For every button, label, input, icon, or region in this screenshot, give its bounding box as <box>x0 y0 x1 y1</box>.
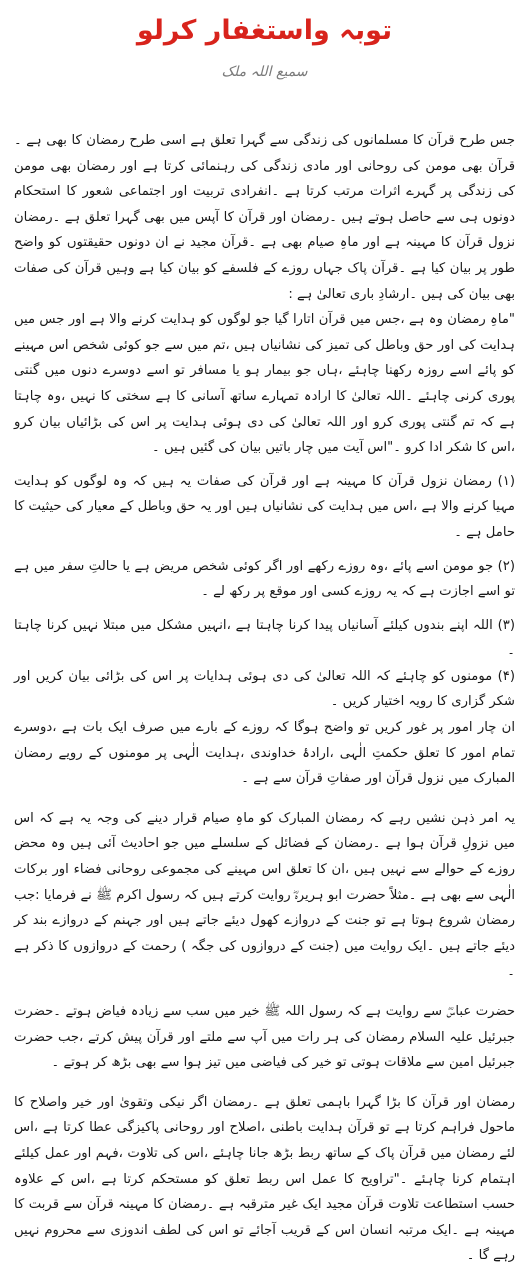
paragraph-point-2: (۲) جو مومن اسے پائے ،وہ روزے رکھے اور اگر کوئی شخص مریض ہے یا حالتِ سفر میں ہے تو اسے اجازت ہے کہ یہ روزے کسی اور موقع پر رکھ لے ۔ <box>14 558 515 600</box>
paragraph-four-matters: ان چار امور پر غور کریں تو واضح ہوگا کہ روزے کے بارے میں صرف ایک بات ہے ،دوسرے تمام امور کا تعلق حکمتِ الٰہی ،ارادۂ خداوندی ،ہدایت الٰہی پر مومنوں کے رویے رمضان المبارک میں نزول قرآن اور صفاتِ قرآن سے ہے ۔ <box>14 720 515 787</box>
paragraph-ramadan-virtues: یہ امر ذہن نشیں رہے کہ رمضان المبارک کو ماہِ صیام قرار دینے کی وجہ یہ ہے کہ اس میں نزولِ قرآن ہوا ہے ۔رمضان کے فضائل کے سلسلے میں جو احادیث آئی ہیں وہ محض روزے کے حوالے سے نہیں ہیں ،ان کا تعلق اس مہینے کی مجموعی روحانی فضاء اور برکات الٰہی سے بھی ہے ۔مثلاً حضرت ابو ہریرہؓ روایت کرتے ہیں کہ رسول اکرم ﷺ نے فرمایا :جب رمضان شروع ہوتا ہے تو جنت کے دروازے کھول دیئے جاتے ہیں اور جہنم کے دروازے بند کر دیئے جاتے ہیں ۔ایک روایت میں (جنت کے دروازوں کی جگہ ) رحمت کے دروازوں کا ذکر ہے ۔ <box>14 810 515 980</box>
paragraph-point-3: (۳) اللہ اپنے بندوں کیلئے آسانیاں پیدا کرنا چاہتا ہے ،انہیں مشکل میں مبتلا نہیں کرنا چاہتا ۔ <box>14 617 515 659</box>
paragraph-intro: جس طرح قرآن کا مسلمانوں کی زندگی سے گہرا تعلق ہے اسی طرح رمضان کا بھی ہے ۔قرآن بھی مومن کی روحانی اور مادی زندگی کی رہنمائی کرتا ہے اور رمضان بھی مومن کی زندگی پر گہرے اثرات مرتب کرتا ہے ۔انفرادی تربیت اور اجتماعی شعور کا استحکام دونوں ہی سے حاصل ہوتے ہیں ۔رمضان اور قرآن کا آپس میں بھی گہرا تعلق ہے ۔رمضان نزول قرآن کا مہینہ ہے اور ماہِ صیام بھی ہے ۔قرآن مجید نے ان دونوں حقیقتوں کو واضح طور پر بیان کیا ہے ۔قرآن پاک جہاں روزے کے فلسفے کو بیان کیا ہے وہیں قرآن کی صفات بھی بیان کی ہیں ۔ارشادِ باری تعالیٰ ہے : <box>14 133 515 302</box>
article-title: توبہ واستغفار کرلو <box>136 15 393 46</box>
paragraph-ramadan-quran: رمضان اور قرآن کا بڑا گہرا باہمی تعلق ہے ۔رمضان اگر نیکی وتقویٰ اور خیر واصلاح کا ماحول فراہم کرتا ہے تو قرآن ہدایت باطنی ،اصلاح اور روحانی پاکیزگی عطا کرتا ہے ،اس لئے رمضان میں قرآن پاک کے ساتھ ربط بڑھ جانا چاہئے ،اس کی تلاوت ،فہم اور عمل کیلئے اہتمام کرنا چاہئے ۔"تراویح کا عمل اس ربط تعلق کو مستحکم کرتا ہے ،اس کے علاوہ حسب استطاعت تلاوت قرآن مجید ایک غیر مترقبہ ہے ۔رمضان کا مہینہ قرآن سے قربت کا مہینہ ہے ۔ایک مرتبہ انسان اس کے قریب آجائے تو اس کی لطف اندوزی سے محروم نہیں رہے گا ۔ <box>14 1094 515 1264</box>
paragraph-point-1: (۱) رمضان نزول قرآن کا مہینہ ہے اور قرآن کی صفات یہ ہیں کہ وہ لوگوں کو ہدایت مہیا کرنے والا ہے ،اس میں ہدایت کی نشانیاں ہیں اور یہ حق وباطل کے معیار کی حیثیت کا حامل ہے ۔ <box>14 473 515 540</box>
paragraph-quote: "ماہِ رمضان وہ ہے ،جس میں قرآن اتارا گیا جو لوگوں کو ہدایت کرنے والا ہے اور جس میں ہدایت کی اور حق وباطل کی تمیز کی نشانیاں ہیں ،تم میں سے جو کوئی شخص اس مہینے کو پائے اسے روزہ رکھنا چاہئے ،ہاں جو بیمار ہو یا مسافر تو اسے دوسرے دنوں میں گنتی پوری کرنی چاہئے ۔اللہ تعالیٰ کا ارادہ تمہارے ساتھ آسانی کا ہے سختی کا نہیں ،وہ چاہتا ہے کہ تم گنتی پوری کرو اور اللہ تعالیٰ کی دی ہوئی ہدایت پر اس کی بڑائیاں بیان کرو ،اس کا شکر ادا کرو ۔"اس آیت میں چار باتیں بیان کی گئیں ہیں ۔ <box>14 312 515 456</box>
article-body <box>14 128 515 1269</box>
author-byline: سمیع اللہ ملک <box>221 64 308 80</box>
paragraph-point-4: (۴) مومنوں کو چاہئے کہ اللہ تعالیٰ کی دی ہوئی ہدایات پر اس کی بڑائی بیان کریں اور شکر گزاری کا رویہ اختیار کریں ۔ <box>14 668 515 710</box>
paragraph-abbas-narration: حضرت عباسؓ سے روایت ہے کہ رسول اللہ ﷺ خیر میں سب سے زیادہ فیاض ہوتے ۔حضرت جبرئیل علیہ السلام رمضان کی ہر رات میں آپ سے ملتے اور قرآن پیش کرتے ،جب حضرت جبرئیل امین سے ملاقات ہوتی تو خیر کی فیاضی میں تیز ہوا سے بھی بڑھ کر ہوتے ۔ <box>14 1004 515 1071</box>
